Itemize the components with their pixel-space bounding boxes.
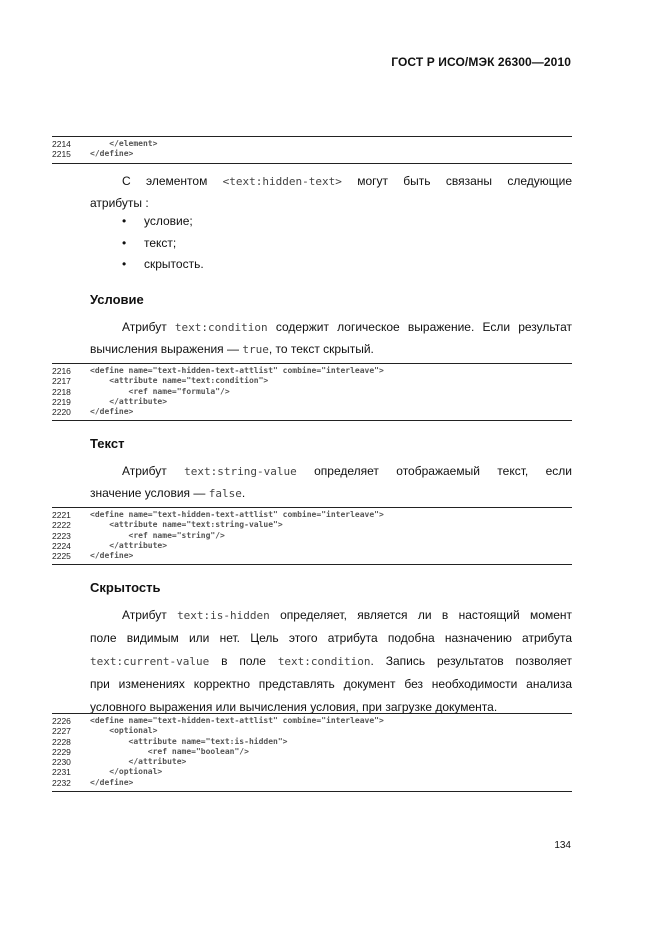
- code-line: [52, 767, 572, 777]
- code-text: </define>: [90, 551, 134, 561]
- line-number: 2226: [52, 716, 71, 726]
- code-text: <define name="text-hidden-text-attlist" combine="interleave">: [90, 716, 384, 725]
- hidden-line-4: при изменениях корректно представлять документ без необходимости анализа: [90, 677, 572, 691]
- condition-line-2: вычисления выражения — true, то текст скрытый.: [90, 342, 374, 356]
- page-number: 134: [554, 840, 571, 851]
- hidden-line-3: text:current-value в поле text:condition. Запись результатов позволяет: [90, 654, 572, 668]
- code-line: [52, 531, 572, 541]
- line-number: 2219: [52, 396, 71, 407]
- code-listing-4: [52, 713, 572, 792]
- code-line: [52, 149, 572, 159]
- code-text: </attribute>: [90, 396, 168, 406]
- line-number: 2231: [52, 767, 71, 778]
- hidden-line-1: Атрибут text:is-hidden определяет, является ли в настоящий момент: [122, 608, 572, 622]
- inline-code: true: [242, 343, 269, 356]
- inline-code: text:current-value: [90, 655, 210, 668]
- intro-line-2: атрибуты :: [90, 196, 149, 210]
- code-line: [52, 551, 572, 561]
- code-text: <ref name="boolean"/>: [90, 746, 249, 756]
- line-number: 2223: [52, 530, 71, 541]
- code-text: <attribute name="text:condition">: [90, 376, 269, 386]
- section-heading-text: Текст: [90, 436, 125, 451]
- inline-code: text:condition: [174, 321, 268, 334]
- code-line: [52, 510, 572, 520]
- code-text: </define>: [90, 407, 134, 417]
- code-text: <attribute name="text:is-hidden">: [90, 736, 288, 746]
- code-text: <ref name="string"/>: [90, 530, 225, 540]
- code-text: </define>: [90, 777, 134, 787]
- code-line: [52, 366, 572, 376]
- code-listing-2: [52, 363, 572, 421]
- code-text: </element>: [90, 139, 158, 148]
- code-listing-1: [52, 136, 572, 164]
- bullet-item: • скрытость.: [122, 257, 204, 271]
- code-text: </optional>: [90, 767, 163, 777]
- inline-code: false: [208, 487, 242, 500]
- line-number: 2230: [52, 757, 71, 768]
- code-text: </attribute>: [90, 540, 168, 550]
- section-heading-condition: Условие: [90, 292, 144, 307]
- hidden-line-5: условного выражения или вычисления условия, при загрузке документа.: [90, 700, 498, 714]
- code-line: [52, 747, 572, 757]
- code-text: <define name="text-hidden-text-attlist" combine="interleave">: [90, 366, 384, 375]
- line-number: 2227: [52, 726, 71, 737]
- intro-line-1: С элементом <text:hidden-text> могут быть связаны следующие: [122, 174, 573, 188]
- code-text: <optional>: [90, 726, 158, 736]
- bullet-item: • условие;: [122, 214, 193, 228]
- text-line-1: Атрибут text:string-value определяет отображаемый текст, если: [122, 464, 572, 478]
- bullet-item: • текст;: [122, 236, 177, 250]
- code-line: [52, 726, 572, 736]
- code-text: <ref name="formula"/>: [90, 386, 230, 396]
- line-number: 2217: [52, 376, 71, 387]
- code-line: [52, 407, 572, 417]
- code-line: [52, 376, 572, 386]
- line-number: 2232: [52, 777, 71, 788]
- text-line-2: значение условия — false.: [90, 486, 246, 500]
- inline-code: text:condition: [277, 655, 371, 668]
- line-number: 2228: [52, 736, 71, 747]
- hidden-line-2: поле видимым или нет. Цель этого атрибута подобна назначению атрибута: [90, 631, 572, 645]
- line-number: 2216: [52, 366, 71, 376]
- code-text: </define>: [90, 149, 134, 159]
- inline-code: text:is-hidden: [177, 609, 270, 622]
- code-text: </attribute>: [90, 757, 187, 767]
- condition-line-1: Атрибут text:condition содержит логическое выражение. Если результат: [122, 320, 572, 334]
- code-line: [52, 139, 572, 149]
- line-number: 2225: [52, 551, 71, 562]
- code-line: [52, 737, 572, 747]
- code-line: [52, 541, 572, 551]
- code-line: [52, 778, 572, 788]
- line-number: 2214: [52, 139, 71, 149]
- line-number: 2218: [52, 386, 71, 397]
- line-number: 2229: [52, 746, 71, 757]
- section-heading-hidden: Скрытость: [90, 580, 161, 595]
- line-number: 2224: [52, 540, 71, 551]
- line-number: 2221: [52, 510, 71, 520]
- inline-code: <text:hidden-text>: [222, 175, 342, 188]
- inline-code: text:string-value: [184, 465, 297, 478]
- code-line: [52, 716, 572, 726]
- page-header: ГОСТ Р ИСО/МЭК 26300—2010: [391, 55, 571, 69]
- code-line: [52, 757, 572, 767]
- code-text: <define name="text-hidden-text-attlist" combine="interleave">: [90, 510, 384, 519]
- code-line: [52, 387, 572, 397]
- code-line: [52, 520, 572, 530]
- line-number: 2215: [52, 149, 71, 160]
- code-listing-3: [52, 507, 572, 565]
- line-number: 2220: [52, 407, 71, 418]
- code-text: <attribute name="text:string-value">: [90, 520, 283, 530]
- code-line: [52, 397, 572, 407]
- line-number: 2222: [52, 520, 71, 531]
